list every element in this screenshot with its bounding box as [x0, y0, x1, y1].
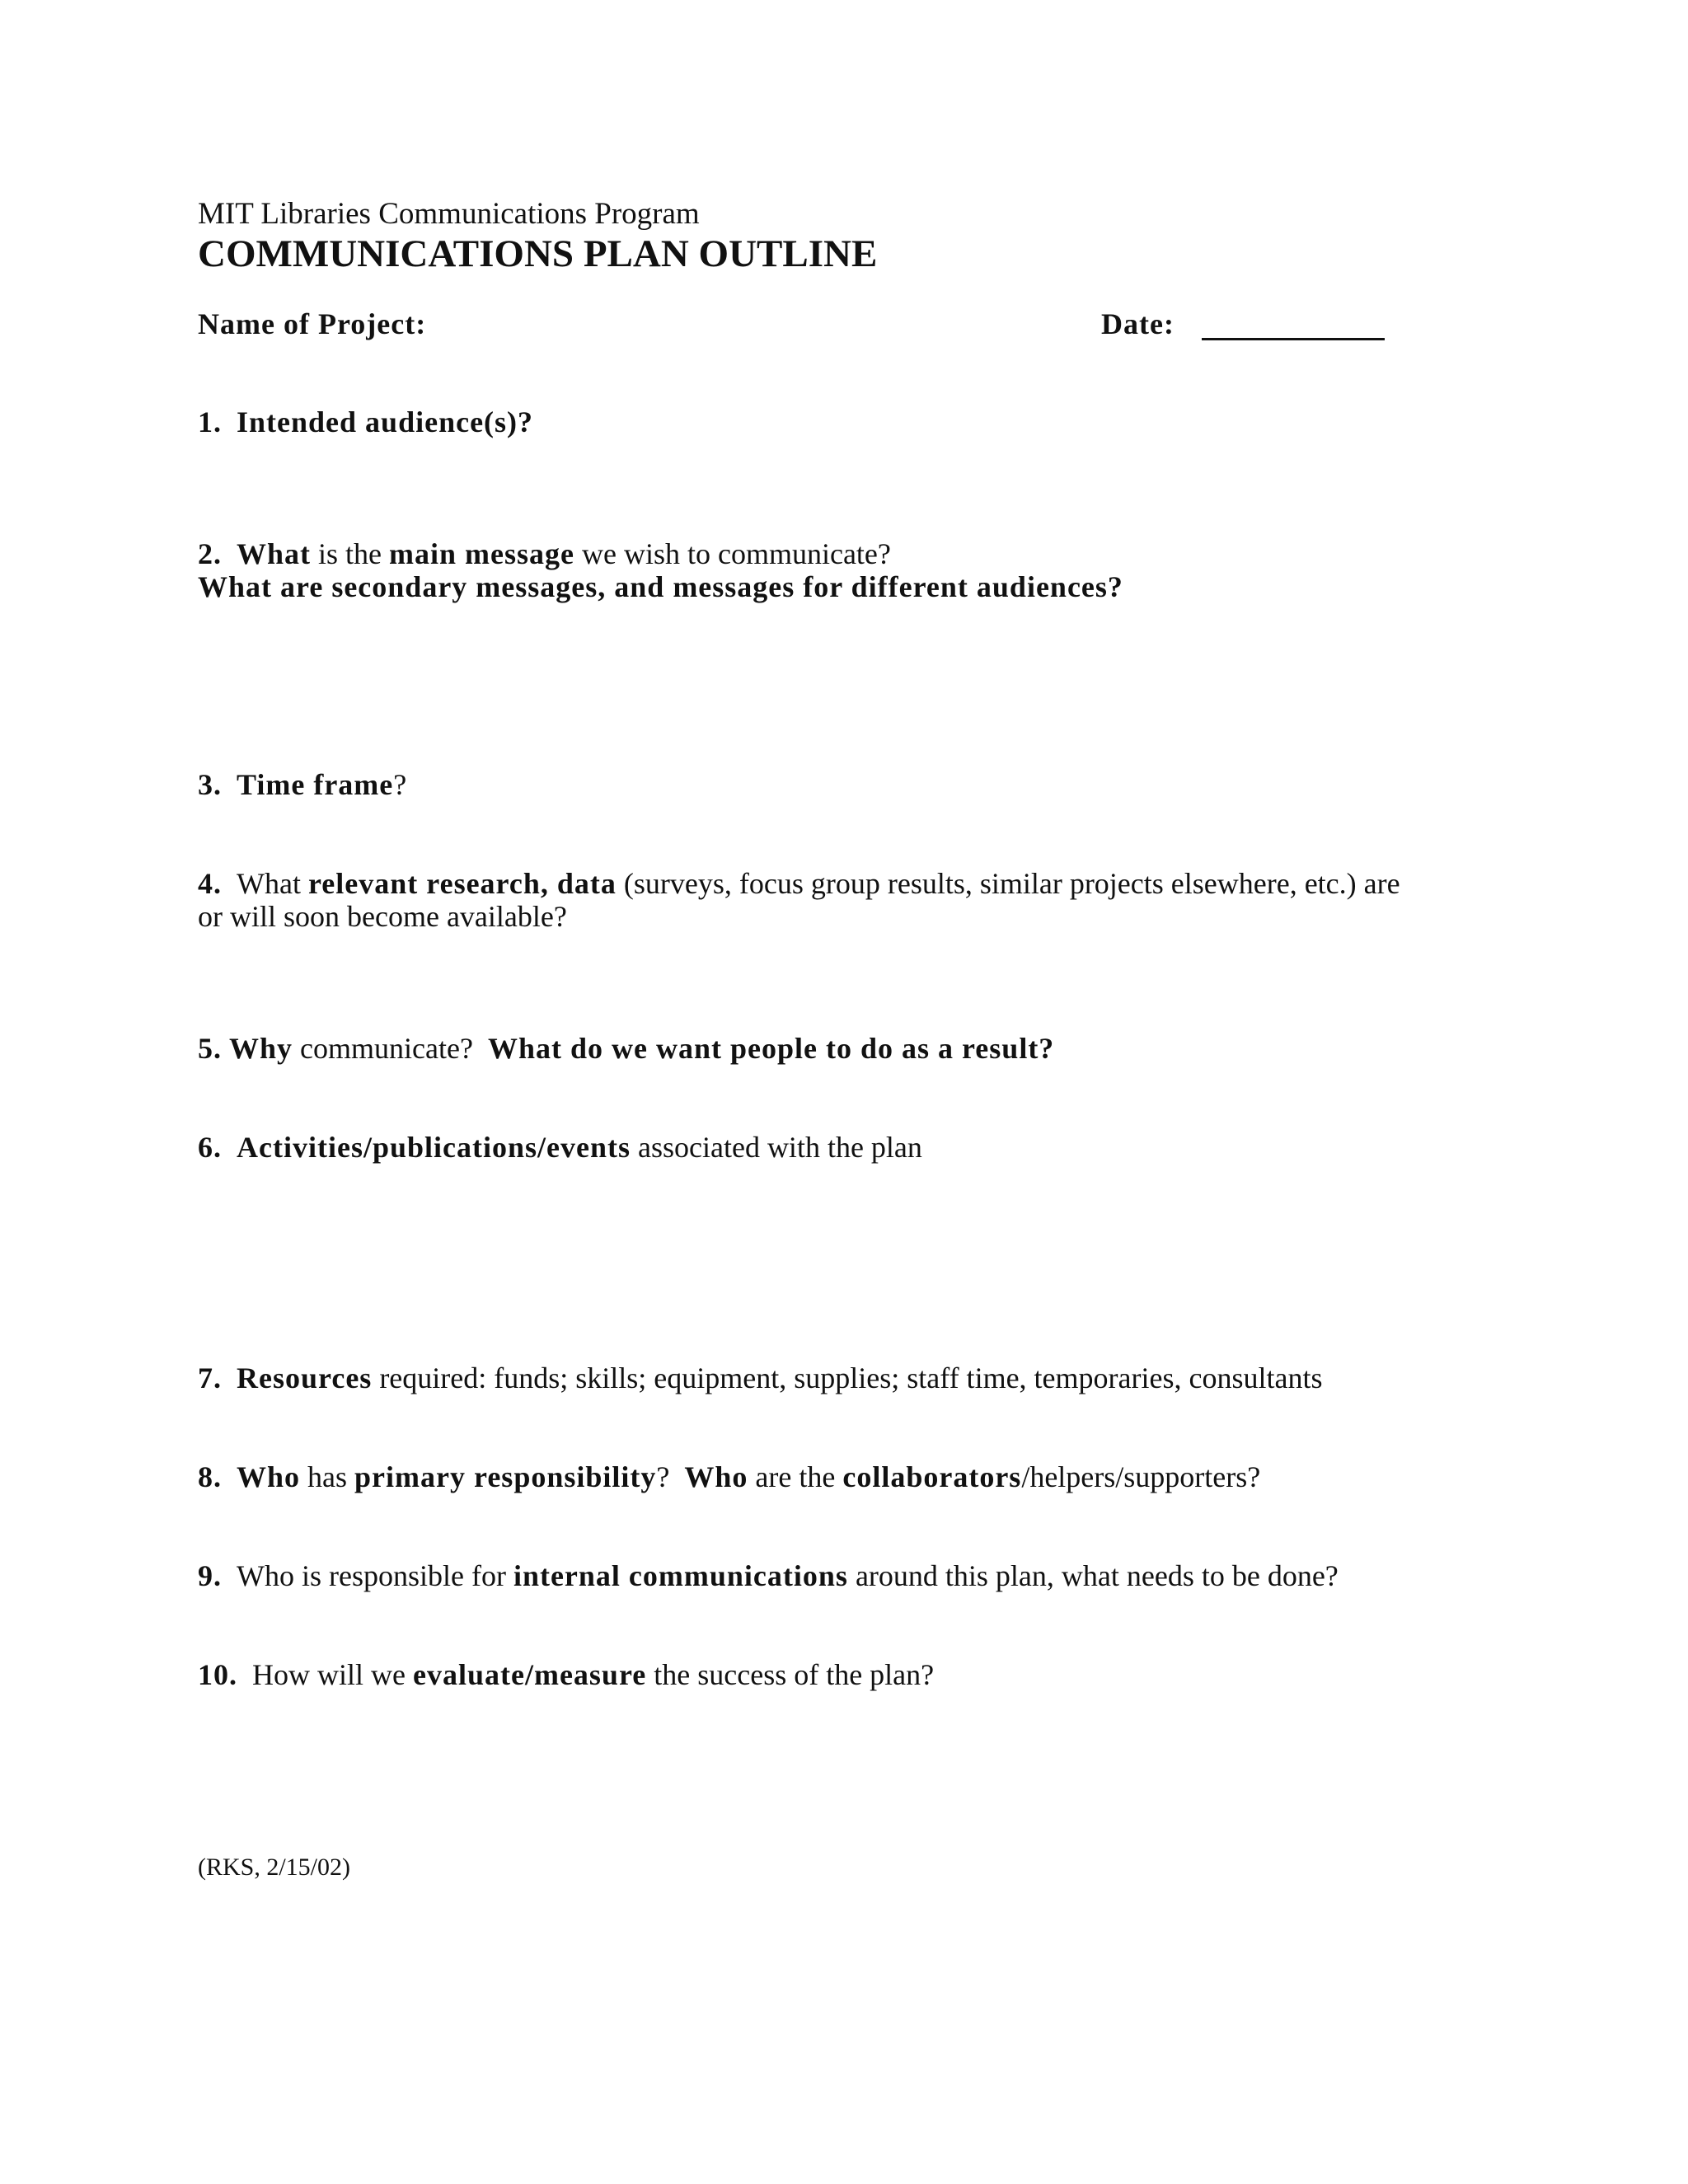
question-10-text-b: the success of the plan? [654, 1658, 935, 1691]
question-10-text-a: How will we [252, 1658, 406, 1691]
question-10-bold: evaluate/measure [412, 1658, 647, 1691]
question-9-text-a: Who is responsible for [237, 1559, 506, 1592]
question-9-text-b: around this plan, what needs to be done? [855, 1559, 1339, 1592]
question-1 [198, 405, 533, 438]
question-8-who-2: Who [684, 1460, 748, 1493]
question-1-number: 1. [198, 405, 222, 438]
question-3-number: 3. [198, 768, 222, 801]
question-6-number: 6. [198, 1131, 222, 1164]
question-3-tail: ? [393, 768, 407, 801]
question-9-number: 9. [198, 1559, 222, 1592]
question-8-number: 8. [198, 1460, 222, 1493]
question-8-text-c: are the [755, 1460, 836, 1493]
date-label: Date: [1101, 307, 1175, 340]
question-9-bold: internal communications [513, 1559, 848, 1592]
question-8-primary: primary responsibility [354, 1460, 657, 1493]
page-title: COMMUNICATIONS PLAN OUTLINE [198, 232, 878, 275]
question-5-number: 5. [198, 1032, 222, 1065]
question-2-text-b: we wish to communicate? [582, 537, 891, 570]
question-4-number: 4. [198, 867, 222, 900]
program-subtitle: MIT Libraries Communications Program [198, 197, 700, 231]
question-2-secondary: What are secondary messages, and messages for different audiences? [198, 570, 1123, 603]
question-9 [198, 1559, 1339, 1592]
question-5 [198, 1032, 1054, 1065]
question-7-bold: Resources [237, 1361, 373, 1394]
question-8-text-d: /helpers/supporters? [1021, 1460, 1261, 1493]
question-2-number: 2. [198, 537, 222, 570]
question-7-tail: required: funds; skills; equipment, supplies; staff time, temporaries, consultants [379, 1361, 1323, 1394]
question-7 [198, 1361, 1322, 1394]
question-2-main-message: main message [389, 537, 574, 570]
footer-note: (RKS, 2/15/02) [198, 1854, 351, 1881]
date-blank-line [1202, 338, 1385, 340]
question-4-line-2: or will soon become available? [198, 900, 567, 933]
question-2-text-a: is the [318, 537, 382, 570]
question-3-text: Time frame [237, 768, 394, 801]
question-1-text: Intended audience(s)? [237, 405, 534, 438]
question-6-tail: associated with the plan [638, 1131, 922, 1164]
question-8-collaborators: collaborators [842, 1460, 1022, 1493]
question-8-who: Who [237, 1460, 301, 1493]
question-4-bold: relevant research, data [307, 867, 617, 900]
question-8-text-b: ? [656, 1460, 670, 1493]
question-8 [198, 1460, 1260, 1493]
question-6-bold: Activities/publications/events [237, 1131, 631, 1164]
question-5-bold: What do we want people to do as a result? [487, 1032, 1055, 1065]
question-6 [198, 1131, 922, 1164]
question-2-line-2 [198, 570, 1123, 603]
question-3 [198, 768, 406, 801]
question-4-text-b: (surveys, focus group results, similar projects elsewhere, etc.) are [623, 867, 1400, 900]
question-10-number: 10. [198, 1658, 237, 1691]
question-2 [198, 537, 891, 570]
question-10 [198, 1658, 934, 1691]
question-8-text-a: has [307, 1460, 348, 1493]
project-name-label: Name of Project: [198, 307, 427, 340]
question-5-why: Why [229, 1032, 293, 1065]
question-7-number: 7. [198, 1361, 222, 1394]
question-4 [198, 867, 1400, 900]
question-2-what: What [237, 537, 312, 570]
question-4-text-a: What [237, 867, 301, 900]
question-5-text: communicate? [300, 1032, 473, 1065]
